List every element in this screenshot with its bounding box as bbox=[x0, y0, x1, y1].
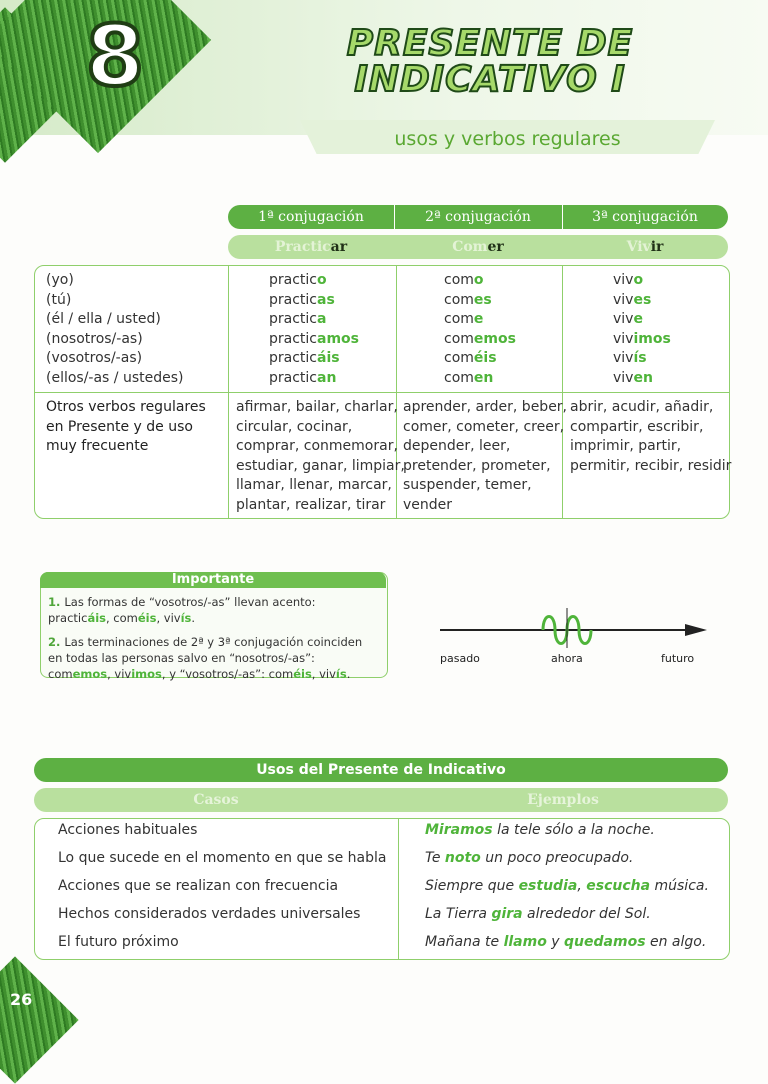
other-verbs-er bbox=[403, 398, 567, 515]
page-number-badge bbox=[0, 956, 79, 1083]
verb-stem: viv bbox=[613, 291, 634, 308]
verb-ending: o bbox=[633, 272, 644, 288]
conj-header-3: 3ª conjugación bbox=[592, 209, 698, 225]
forms-er bbox=[444, 271, 516, 388]
verb-form bbox=[269, 291, 359, 311]
verb-stem: practic bbox=[269, 330, 317, 347]
usos-case: El futuro próximo bbox=[58, 934, 179, 950]
other-verbs-label-line: Otros verbos regulares bbox=[46, 399, 206, 415]
verb-form bbox=[269, 330, 359, 350]
other-verbs-line: depender, leer, bbox=[403, 438, 511, 454]
infinitive-1-stem: Practic bbox=[274, 239, 331, 255]
usos-case: Lo que sucede en el momento en que se habla bbox=[58, 850, 387, 866]
verb-ending: es bbox=[633, 291, 652, 308]
item-text: , y “vosotros/-as”: com bbox=[161, 667, 294, 681]
verb-stem: viv bbox=[613, 330, 634, 347]
example-part: escucha bbox=[586, 878, 651, 894]
item-text: emos bbox=[72, 667, 108, 681]
example-part: gira bbox=[491, 906, 523, 922]
example-part: Miramos bbox=[425, 822, 493, 838]
infinitive-2-ending: er bbox=[487, 239, 504, 255]
other-verbs-line: pretender, prometer, bbox=[403, 457, 551, 474]
infinitive-3-ending: ir bbox=[650, 239, 664, 255]
verb-form bbox=[613, 271, 671, 291]
verb-stem: practic bbox=[269, 350, 317, 366]
usos-example bbox=[425, 822, 655, 838]
usos-col-examples: Ejemplos bbox=[527, 792, 599, 808]
item-text: imos bbox=[131, 667, 162, 681]
example-part: la tele sólo a la noche. bbox=[492, 822, 655, 838]
verb-ending: amos bbox=[317, 330, 359, 347]
infinitive-2-stem: Com bbox=[452, 239, 488, 255]
example-part: Mañana te bbox=[425, 934, 504, 950]
usos-example bbox=[425, 850, 633, 866]
verb-form bbox=[269, 369, 359, 389]
importante-title: Importante bbox=[40, 572, 386, 588]
verb-ending: en bbox=[473, 369, 494, 386]
verb-form bbox=[613, 330, 671, 350]
verb-stem: viv bbox=[613, 311, 634, 327]
verb-ending: o bbox=[317, 272, 327, 288]
conj-header-1: 1ª conjugación bbox=[258, 209, 364, 225]
other-verbs-line: compartir, escribir, bbox=[570, 418, 704, 435]
forms-ar bbox=[269, 271, 359, 388]
verb-form bbox=[444, 271, 516, 291]
verb-stem: com bbox=[444, 272, 474, 288]
timeline-future-label: futuro bbox=[661, 652, 695, 665]
verb-form bbox=[613, 349, 671, 369]
usos-col-cases: Casos bbox=[193, 792, 239, 808]
example-part: La Tierra bbox=[425, 906, 492, 922]
example-part: noto bbox=[444, 850, 481, 866]
other-verbs-line: comer, cometer, creer, bbox=[403, 418, 565, 435]
verb-ending: o bbox=[473, 272, 484, 288]
timeline-diagram bbox=[435, 600, 710, 650]
infinitive-3 bbox=[562, 235, 728, 259]
verb-ending: éis bbox=[473, 350, 497, 366]
verb-ending: emos bbox=[473, 330, 516, 347]
infinitive-1-ending: ar bbox=[330, 239, 348, 255]
verb-stem: viv bbox=[613, 272, 634, 288]
title-line-2: INDICATIVO I bbox=[354, 59, 626, 100]
timeline-now-label: ahora bbox=[551, 652, 583, 665]
forms-ir bbox=[613, 271, 671, 388]
usos-case: Acciones que se realizan con frecuencia bbox=[58, 878, 339, 894]
example-part: música. bbox=[650, 878, 709, 894]
other-verbs-ar bbox=[236, 398, 405, 515]
verb-form bbox=[444, 291, 516, 311]
other-verbs-label bbox=[46, 398, 206, 457]
item-number: 2. bbox=[48, 635, 65, 649]
verb-form bbox=[444, 310, 516, 330]
verb-form bbox=[444, 369, 516, 389]
verb-form bbox=[269, 310, 359, 330]
item-text: . bbox=[191, 611, 196, 625]
verb-stem: practic bbox=[269, 291, 317, 308]
timeline-arrowhead bbox=[685, 624, 707, 636]
verb-stem: com bbox=[444, 291, 474, 308]
other-verbs-line: estudiar, ganar, limpiar, bbox=[236, 457, 405, 474]
infinitive-1 bbox=[228, 235, 394, 259]
verb-form bbox=[613, 310, 671, 330]
verb-stem: com bbox=[444, 311, 474, 327]
pronoun: (nosotros/-as) bbox=[46, 330, 143, 347]
pronoun: (vosotros/-as) bbox=[46, 350, 143, 366]
verb-ending: an bbox=[317, 369, 337, 386]
pronoun-list bbox=[46, 271, 184, 388]
pronoun: (tú) bbox=[46, 291, 72, 308]
other-verbs-label-line: muy frecuente bbox=[46, 438, 149, 454]
conj-header-2: 2ª conjugación bbox=[425, 209, 531, 225]
item-text: . bbox=[346, 667, 351, 681]
other-verbs-line: suspender, temer, bbox=[403, 477, 532, 493]
infinitive-3-stem: Viv bbox=[626, 239, 651, 255]
other-verbs-line: plantar, realizar, tirar bbox=[236, 496, 386, 513]
verb-stem: com bbox=[444, 369, 474, 386]
page-number: 26 bbox=[10, 990, 33, 1009]
other-verbs-line: abrir, acudir, añadir, bbox=[570, 399, 714, 415]
verb-ending: imos bbox=[633, 330, 671, 347]
usos-example bbox=[425, 906, 651, 922]
example-part: Siempre que bbox=[425, 878, 519, 894]
example-part: , bbox=[577, 878, 587, 894]
item-text: ís bbox=[180, 611, 192, 625]
importante-item-1 bbox=[48, 594, 373, 626]
chapter-number: 8 bbox=[85, 7, 145, 105]
item-text: éis bbox=[137, 611, 157, 625]
item-number: 1. bbox=[48, 595, 65, 609]
usos-example bbox=[425, 934, 706, 950]
usos-case: Hechos considerados verdades universales bbox=[58, 906, 361, 922]
timeline-past-label: pasado bbox=[440, 652, 480, 665]
verb-ending: a bbox=[317, 311, 327, 327]
verb-form bbox=[269, 349, 359, 369]
verb-form bbox=[444, 330, 516, 350]
verb-ending: es bbox=[473, 291, 492, 308]
other-verbs-line: permitir, recibir, residir bbox=[570, 457, 732, 474]
verb-form bbox=[613, 291, 671, 311]
verb-ending: e bbox=[633, 311, 643, 327]
example-part: Te bbox=[425, 850, 445, 866]
item-text: áis bbox=[87, 611, 106, 625]
verb-form bbox=[269, 271, 359, 291]
verb-stem: com bbox=[444, 350, 474, 366]
example-part: alrededor del Sol. bbox=[522, 906, 651, 922]
verb-ending: áis bbox=[317, 350, 340, 366]
verb-ending: as bbox=[317, 291, 335, 308]
verb-form bbox=[444, 349, 516, 369]
example-part: quedamos bbox=[564, 934, 646, 950]
infinitive-2 bbox=[394, 235, 562, 259]
page-title bbox=[300, 23, 680, 100]
subtitle: usos y verbos regulares bbox=[394, 128, 621, 150]
verb-stem: practic bbox=[269, 369, 317, 386]
example-part: llamo bbox=[503, 934, 547, 950]
item-text: Las terminaciones de 2ª y 3ª conjugación coinciden en todas las personas salvo en “nosotros/-as”: com bbox=[48, 635, 363, 681]
usos-case: Acciones habituales bbox=[58, 822, 198, 838]
title-line-1: PRESENTE DE bbox=[346, 23, 634, 64]
other-verbs-label-line: en Presente y de uso bbox=[46, 418, 193, 435]
other-verbs-line: llamar, llenar, marcar, bbox=[236, 477, 392, 493]
item-text: , viv bbox=[107, 667, 132, 681]
item-text: , com bbox=[106, 611, 138, 625]
verb-ending: e bbox=[473, 311, 484, 327]
verb-stem: viv bbox=[613, 350, 634, 366]
other-verbs-line: comprar, conmemorar, bbox=[236, 438, 398, 454]
other-verbs-line: afirmar, bailar, charlar, bbox=[236, 399, 398, 415]
other-verbs-line: vender bbox=[403, 496, 453, 513]
item-text: , viv bbox=[311, 667, 336, 681]
item-text: , viv bbox=[156, 611, 181, 625]
verb-form bbox=[613, 369, 671, 389]
importante-item-2 bbox=[48, 634, 373, 682]
usos-title: Usos del Presente de Indicativo bbox=[34, 758, 728, 782]
item-text: ís bbox=[335, 667, 347, 681]
example-part: estudia bbox=[518, 878, 578, 894]
pronoun: (ellos/-as / ustedes) bbox=[46, 369, 184, 386]
pronoun: (yo) bbox=[46, 272, 74, 288]
item-text: Las formas de “vosotros/-as” llevan acento: practic bbox=[48, 595, 316, 625]
other-verbs-line: aprender, arder, beber, bbox=[403, 399, 568, 415]
usos-example bbox=[425, 878, 709, 894]
verb-ending: ís bbox=[633, 350, 647, 366]
verb-stem: practic bbox=[269, 272, 317, 288]
example-part: un poco preocupado. bbox=[480, 850, 634, 866]
verb-stem: viv bbox=[613, 369, 634, 386]
example-part: y bbox=[546, 934, 565, 950]
verb-stem: com bbox=[444, 330, 474, 347]
other-verbs-line: imprimir, partir, bbox=[570, 438, 682, 454]
pronoun: (él / ella / usted) bbox=[46, 311, 161, 327]
other-verbs-ir bbox=[570, 398, 731, 476]
verb-ending: en bbox=[633, 369, 653, 386]
example-part: en algo. bbox=[645, 934, 707, 950]
item-text: éis bbox=[293, 667, 312, 681]
verb-stem: practic bbox=[269, 311, 317, 327]
other-verbs-line: circular, cocinar, bbox=[236, 418, 353, 435]
